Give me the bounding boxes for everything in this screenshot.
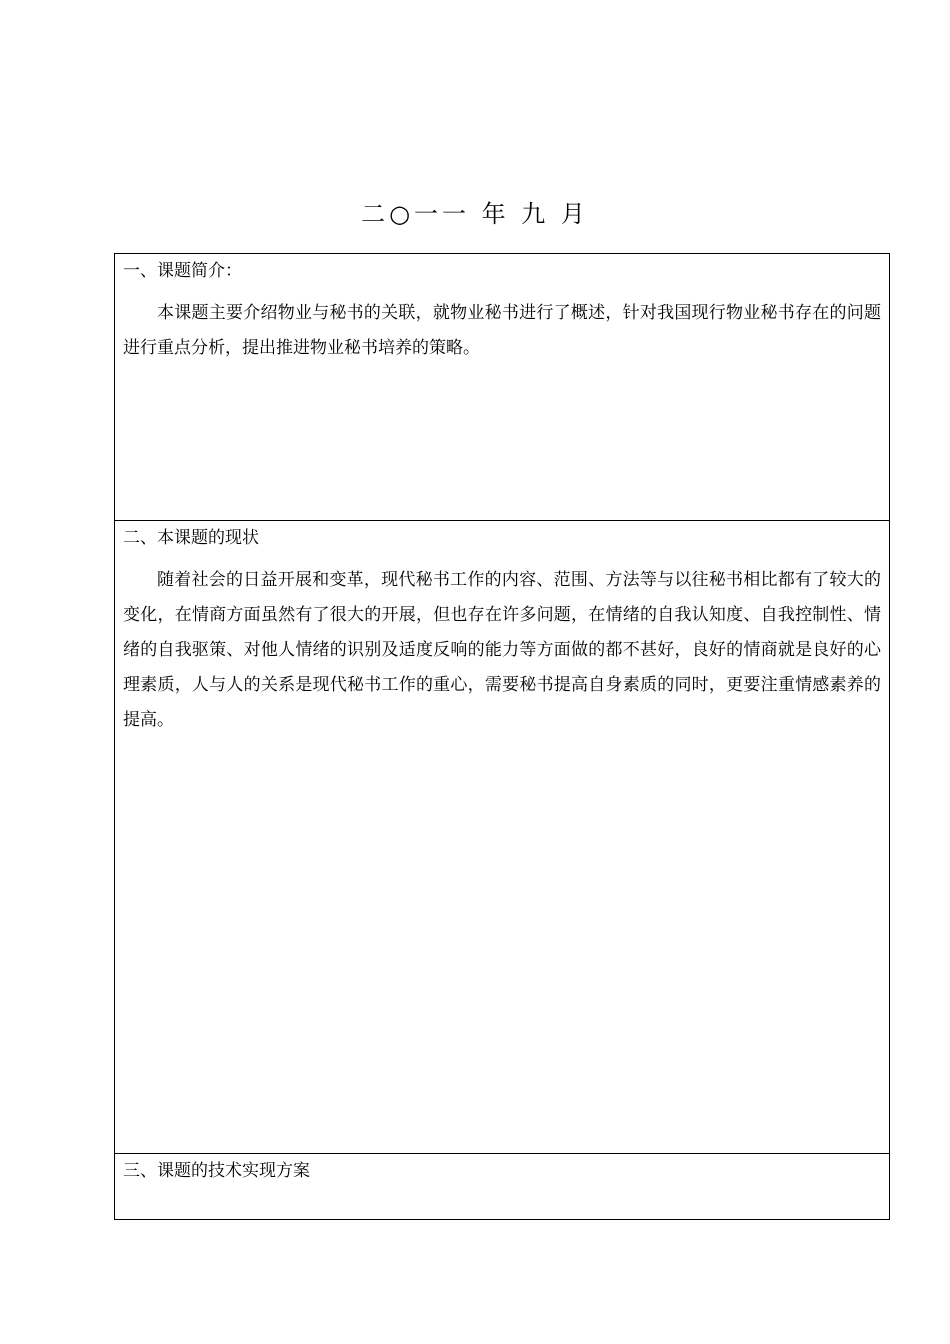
section-cell-status (115, 521, 890, 1154)
proposal-form-table (114, 253, 890, 1220)
section-heading-intro: 一、课题简介： (123, 261, 242, 281)
section-body-intro: 本课题主要介绍物业与秘书的关联，就物业秘书进行了概述，针对我国现行物业秘书存在的问题进行重点分析，提出推进物业秘书培养的策略。 (123, 303, 881, 358)
section-cell-intro (115, 254, 890, 521)
section-row-intro (115, 254, 890, 521)
document-date-title: 二○一一 年 九 月 (361, 200, 589, 228)
section-heading-status: 二、本课题的现状 (123, 528, 259, 548)
section-row-technical-plan (115, 1154, 890, 1220)
section-row-status (115, 521, 890, 1154)
section-body-status: 随着社会的日益开展和变革，现代秘书工作的内容、范围、方法等与以往秘书相比都有了较大的变化，在情商方面虽然有了很大的开展，但也存在许多问题，在情绪的自我认知度、自我控制性、情绪的自我驱策、对他人情绪的识别及适度反响的能力等方面做的都不甚好，良好的情商就是良好的心理素质，人与人的关系是现代秘书工作的重心，需要秘书提高自身素质的同时，更要注重情感素养的提高。 (123, 570, 881, 730)
section-heading-technical-plan: 三、课题的技术实现方案 (123, 1161, 310, 1181)
section-cell-technical-plan (115, 1154, 890, 1220)
